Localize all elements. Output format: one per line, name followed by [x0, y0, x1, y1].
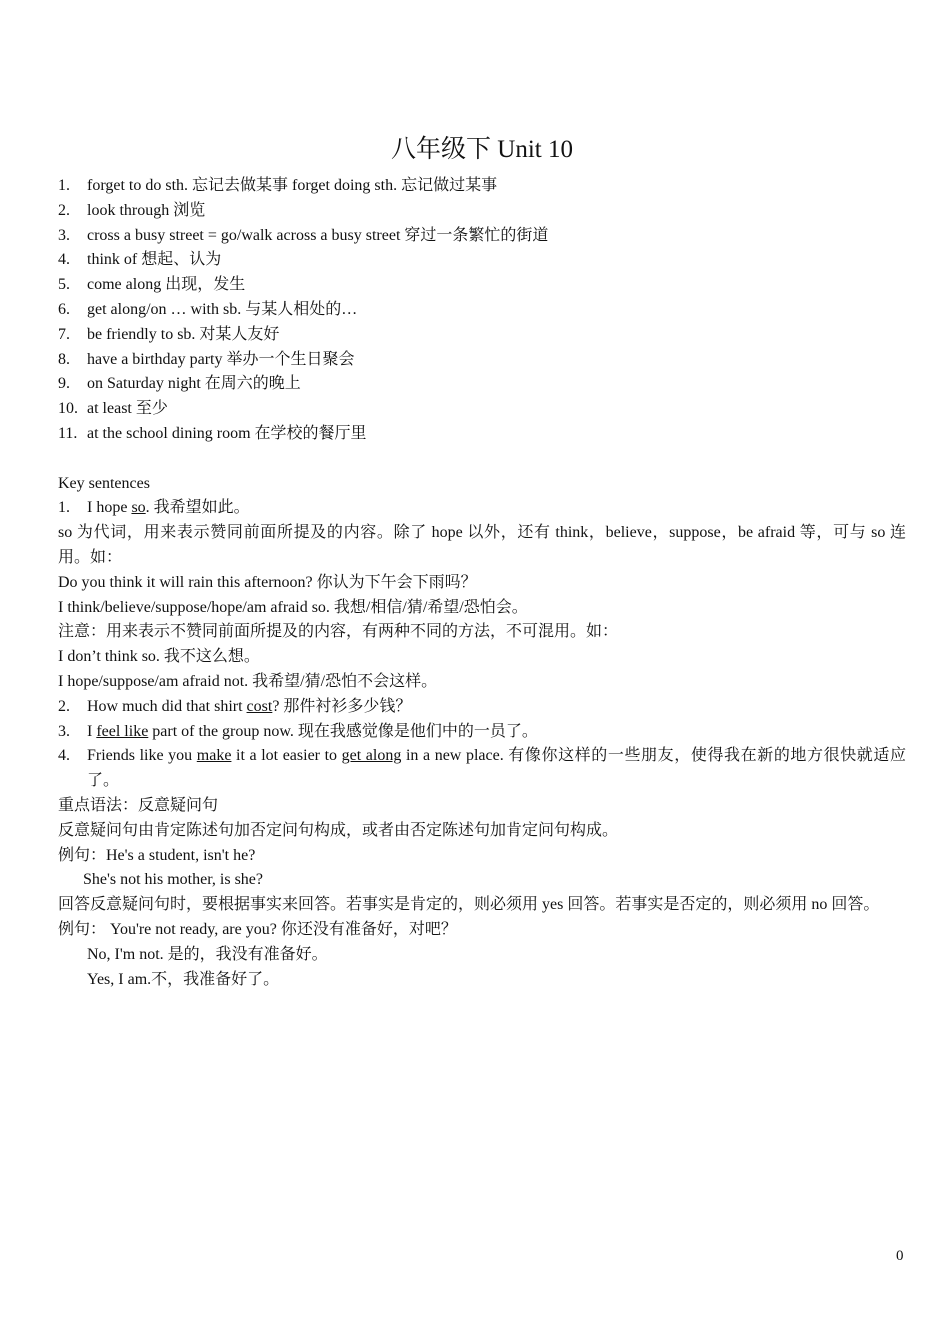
list-item: 1. forget to do sth. 忘记去做某事 forget doing sth. 忘记做过某事 — [58, 177, 498, 194]
key-sentences-heading: Key sentences — [58, 474, 150, 492]
example-sentence: She's not his mother, is she? — [83, 871, 264, 889]
list-item: 5. come along 出现，发生 — [58, 276, 246, 294]
list-item: 6. get along/on … with sb. 与某人相处的… — [58, 300, 358, 318]
example-sentence: I think/believe/suppose/hope/am afraid so. 我想/相信/猜/希望/恐怕会。 — [58, 598, 528, 616]
explanation-text: so 为代词，用来表示赞同前面所提及的内容。除了 hope 以外，还有 think，believe，suppose，be afraid 等，可与 so 连用。如： — [58, 524, 906, 566]
document-body — [58, 174, 906, 992]
key-sentence-4: 4. Friends like you make it a lot easier to get along in a new place. 有像你这样的一些朋友，使得我在新的地方很快就适应了。 — [58, 747, 906, 790]
list-item: 9. on Saturday night 在周六的晚上 — [58, 375, 301, 393]
grammar-heading: 重点语法：反意疑问句 — [58, 796, 219, 814]
list-item: 10. at least 至少 — [58, 400, 168, 418]
list-item: 7. be friendly to sb. 对某人友好 — [58, 325, 280, 343]
example-answer: Yes, I am.不，我准备好了。 — [87, 970, 280, 988]
list-item: 2. look through 浏览 — [58, 201, 206, 219]
example-answer: No, I'm not. 是的，我没有准备好。 — [87, 945, 328, 963]
example-sentence: 例句：He's a student, isn't he? — [58, 846, 256, 864]
phrase-list — [58, 174, 906, 447]
example-sentence: I don’t think so. 我不这么想。 — [58, 648, 260, 666]
list-item: 8. have a birthday party 举办一个生日聚会 — [58, 350, 355, 368]
answer-rule-text: 回答反意疑问句时，要根据事实来回答。若事实是肯定的，则必须用 yes 回答。若事实是否定的，则必须用 no 回答。 — [58, 896, 880, 914]
example-sentence: Do you think it will rain this afternoon? 你认为下午会下雨吗？ — [58, 573, 477, 591]
key-sentence-1: 1. I hope so. 我希望如此。 — [58, 499, 250, 517]
example-sentence: 例句： You're not ready, are you? 你还没有准备好，对吧？ — [58, 920, 457, 938]
example-sentence: I hope/suppose/am afraid not. 我希望/猜/恐怕不会这样。 — [58, 672, 438, 690]
key-sentence-2: 2. How much did that shirt cost? 那件衬衫多少钱？ — [58, 697, 412, 715]
list-item: 11. at the school dining room 在学校的餐厅里 — [58, 424, 367, 442]
note-text: 注意：用来表示不赞同前面所提及的内容，有两种不同的方法，不可混用。如： — [58, 623, 619, 641]
page-number: 0 — [896, 1248, 904, 1264]
grammar-definition: 反意疑问句由肯定陈述句加否定问句构成，或者由否定陈述句加肯定问句构成。 — [58, 821, 619, 839]
list-item: 3. cross a busy street = go/walk across a busy street 穿过一条繁忙的街道 — [58, 226, 549, 244]
page-title: 八年级下 Unit 10 — [391, 136, 573, 163]
key-sentence-3: 3. I feel like part of the group now. 现在我感觉像是他们中的一员了。 — [58, 722, 538, 740]
list-item: 4. think of 想起、认为 — [58, 251, 222, 269]
